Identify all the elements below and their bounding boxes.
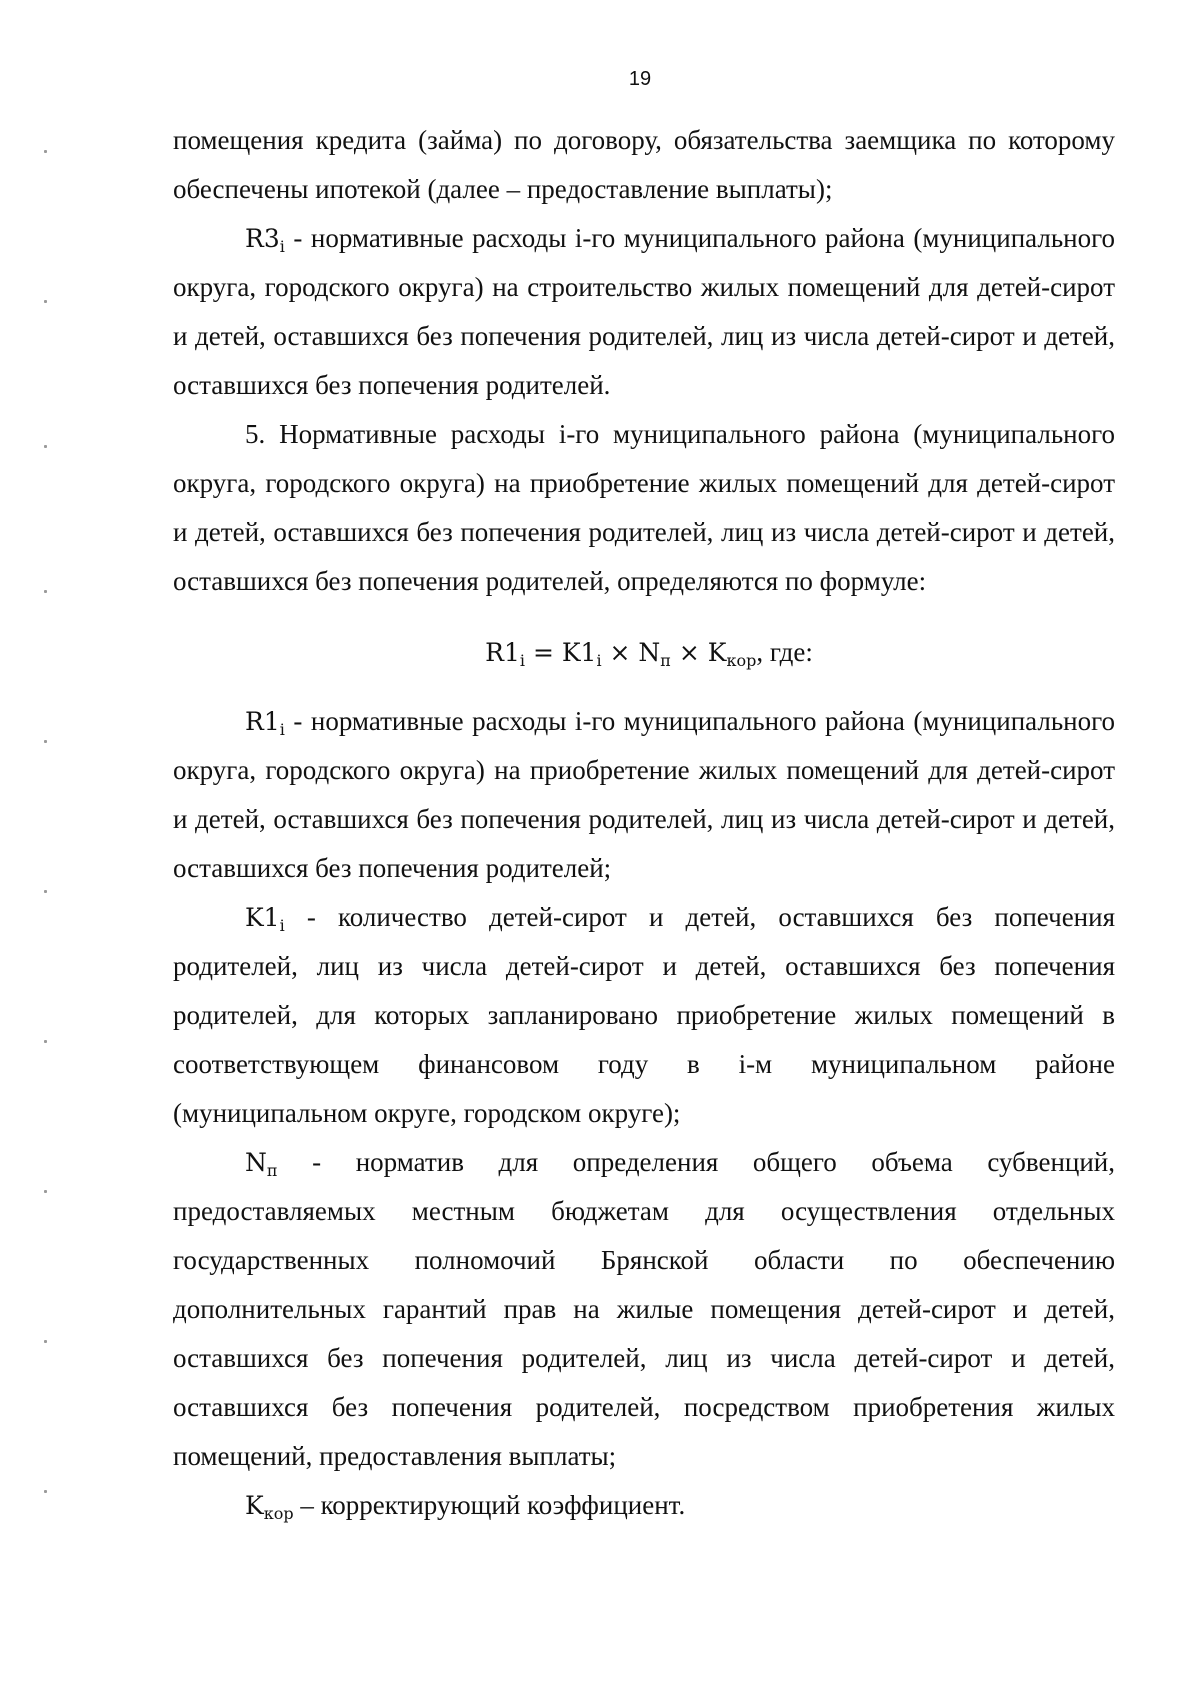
definition-r1 bbox=[173, 697, 1115, 893]
document-body bbox=[173, 116, 1115, 1530]
scan-speck bbox=[44, 300, 47, 303]
definition-r3-text: - нормативные расходы i-го муниципального района (муниципального округа, городского округа) на строительство жилых помещений для детей-сирот и детей, оставшихся без попечения родителей, лиц из числа детей-сирот и детей, оставшихся без попечения родителей. bbox=[173, 223, 1116, 400]
scan-speck bbox=[44, 1190, 47, 1193]
symbol-k1: $K1_i$ bbox=[245, 903, 285, 935]
definition-n bbox=[173, 1138, 1115, 1481]
definition-r1-text: - нормативные расходы i-го муниципального района (муниципального округа, городского округа) на приобретение жилых помещений для детей-сирот и детей, оставшихся без попечения родителей, лиц из числа детей-сирот и детей, оставшихся без попечения родителей; bbox=[173, 706, 1116, 883]
paragraph-intro: помещения кредита (займа) по договору, обязательства заемщика по которому обеспечены ипотекой (далее – предоставление выплаты); bbox=[173, 125, 1115, 204]
definition-k1 bbox=[173, 893, 1115, 1138]
definition-n-text: - норматив для определения общего объема субвенций, предоставляемых местным бюджетам для осуществления отдельных государственных полномочий Брянской области по обеспечению дополнительных гарантий прав на жилые помещения детей-сирот и детей, оставшихся без попечения родителей, лиц из числа детей-сирот и детей, оставшихся без попечения родителей, посредством приобретения жилых помещений, предоставления выплаты; bbox=[173, 1147, 1116, 1471]
scan-speck bbox=[44, 1490, 47, 1493]
formula: $R1_i = K1_i \times N_п \times K_{кор}$, где: bbox=[485, 637, 813, 670]
symbol-r3: $R3_i$ bbox=[245, 224, 285, 256]
definition-k bbox=[173, 1481, 1115, 1530]
symbol-n: $N_п$ bbox=[245, 1148, 278, 1180]
scan-speck bbox=[44, 590, 47, 593]
scan-speck bbox=[44, 1340, 47, 1343]
definition-k1-text: - количество детей-сирот и детей, оставшихся без попечения родителей, лиц из числа детей-сирот и детей, оставшихся без попечения родителей, для которых запланировано приобретение жилых помещений в соответствующем финансовом году в i-м муниципальном районе (муниципальном округе, городском округе); bbox=[173, 902, 1115, 1128]
scan-speck bbox=[44, 890, 47, 893]
symbol-k: $K_{кор}$ bbox=[245, 1491, 294, 1523]
paragraph-5: 5. Нормативные расходы i-го муниципального района (муниципального округа, городского округа) на приобретение жилых помещений для детей-сирот и детей, оставшихся без попечения родителей, лиц из числа детей-сирот и детей, оставшихся без попечения родителей, определяются по формуле: bbox=[173, 419, 1115, 596]
scan-speck bbox=[44, 1040, 47, 1043]
scan-speck bbox=[44, 740, 47, 743]
definition-r3 bbox=[173, 214, 1115, 410]
definition-k-text: – корректирующий коэффициент. bbox=[300, 1490, 686, 1520]
scan-speck bbox=[44, 150, 47, 153]
scan-speck bbox=[44, 445, 47, 448]
page-number: 19 bbox=[628, 68, 652, 90]
symbol-r1: $R1_i$ bbox=[245, 707, 285, 739]
